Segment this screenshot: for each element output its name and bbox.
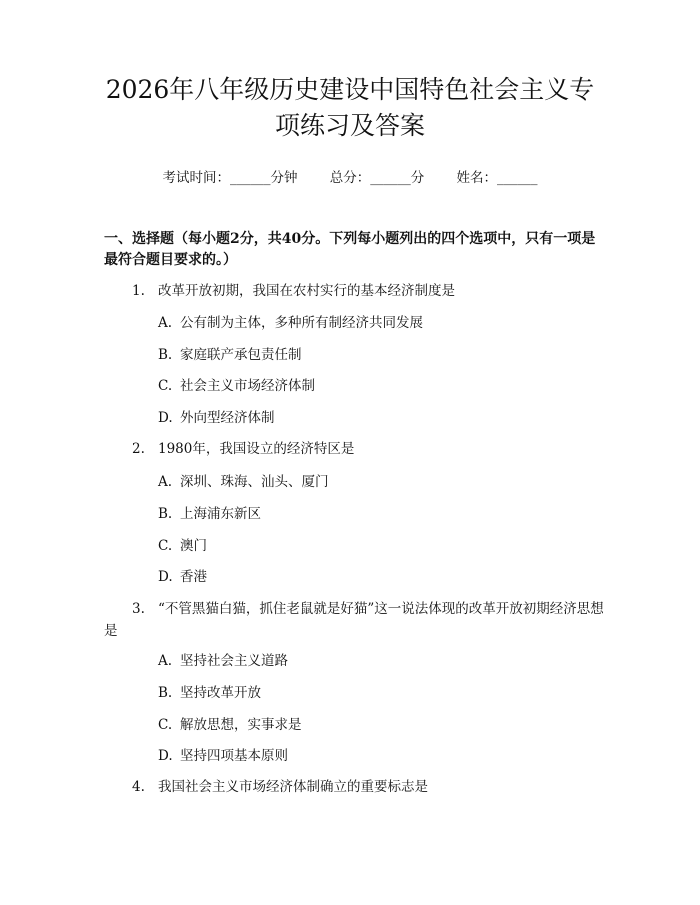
- question-number: 4.: [132, 779, 145, 795]
- question-text: 改革开放初期，我国在农村实行的基本经济制度是: [158, 283, 455, 299]
- option-text: 深圳、珠海、汕头、厦门: [180, 474, 329, 490]
- option-letter: C.: [158, 717, 173, 733]
- option-text: 公有制为主体，多种所有制经济共同发展: [180, 315, 423, 331]
- option-text: 家庭联产承包责任制: [180, 347, 302, 363]
- option-text: 坚持四项基本原则: [180, 748, 288, 764]
- option: [158, 313, 588, 333]
- option: [158, 746, 588, 766]
- option-letter: C.: [158, 378, 173, 394]
- option-text: 坚持社会主义道路: [180, 653, 288, 669]
- question: [132, 777, 602, 798]
- option-letter: D.: [158, 569, 173, 585]
- option: [158, 567, 588, 587]
- question: [104, 598, 604, 642]
- document-title: [90, 72, 610, 144]
- option: [158, 408, 588, 428]
- question: [132, 281, 602, 302]
- section-heading: 一、选择题（每小题2分，共40分。下列每小题列出的四个选项中，只有一项是最符合题目要求的。）: [104, 231, 596, 268]
- option: [158, 345, 588, 365]
- title-line-1: 2026年八年级历史建设中国特色社会主义专: [105, 75, 595, 104]
- option: [158, 504, 588, 524]
- title-line-2: 项练习及答案: [274, 111, 425, 140]
- option: [158, 536, 588, 556]
- option-letter: B.: [158, 347, 173, 363]
- option: [158, 472, 588, 492]
- question-number: 2.: [132, 441, 145, 457]
- option-letter: A.: [158, 653, 173, 669]
- option: [158, 651, 588, 671]
- exam-time: 考试时间：______分钟: [162, 170, 298, 186]
- option-text: 外向型经济体制: [180, 410, 275, 426]
- option-text: 解放思想，实事求是: [180, 717, 302, 733]
- option-letter: D.: [158, 410, 173, 426]
- exam-meta: [0, 168, 700, 188]
- question-text: 1980年，我国设立的经济特区是: [158, 441, 355, 457]
- option-text: 社会主义市场经济体制: [180, 378, 315, 394]
- question-number: 3.: [132, 601, 145, 617]
- option-text: 香港: [180, 569, 207, 585]
- question: [132, 439, 602, 460]
- student-name: 姓名：______: [456, 170, 538, 186]
- option: [158, 715, 588, 735]
- option-letter: A.: [158, 315, 173, 331]
- option-letter: A.: [158, 474, 173, 490]
- option-letter: B.: [158, 506, 173, 522]
- option-letter: C.: [158, 538, 173, 554]
- option-text: 坚持改革开放: [180, 685, 261, 701]
- total-score: 总分：______分: [329, 170, 425, 186]
- option-text: 澳门: [180, 538, 207, 554]
- option-letter: D.: [158, 748, 173, 764]
- question-text: “不管黑猫白猫，抓住老鼠就是好猫”这一说法体现的改革开放初期经济思想是: [104, 601, 604, 639]
- option: [158, 683, 588, 703]
- option-text: 上海浦东新区: [180, 506, 261, 522]
- question-text: 我国社会主义市场经济体制确立的重要标志是: [158, 779, 428, 795]
- question-number: 1.: [132, 283, 145, 299]
- option-letter: B.: [158, 685, 173, 701]
- option: [158, 376, 588, 396]
